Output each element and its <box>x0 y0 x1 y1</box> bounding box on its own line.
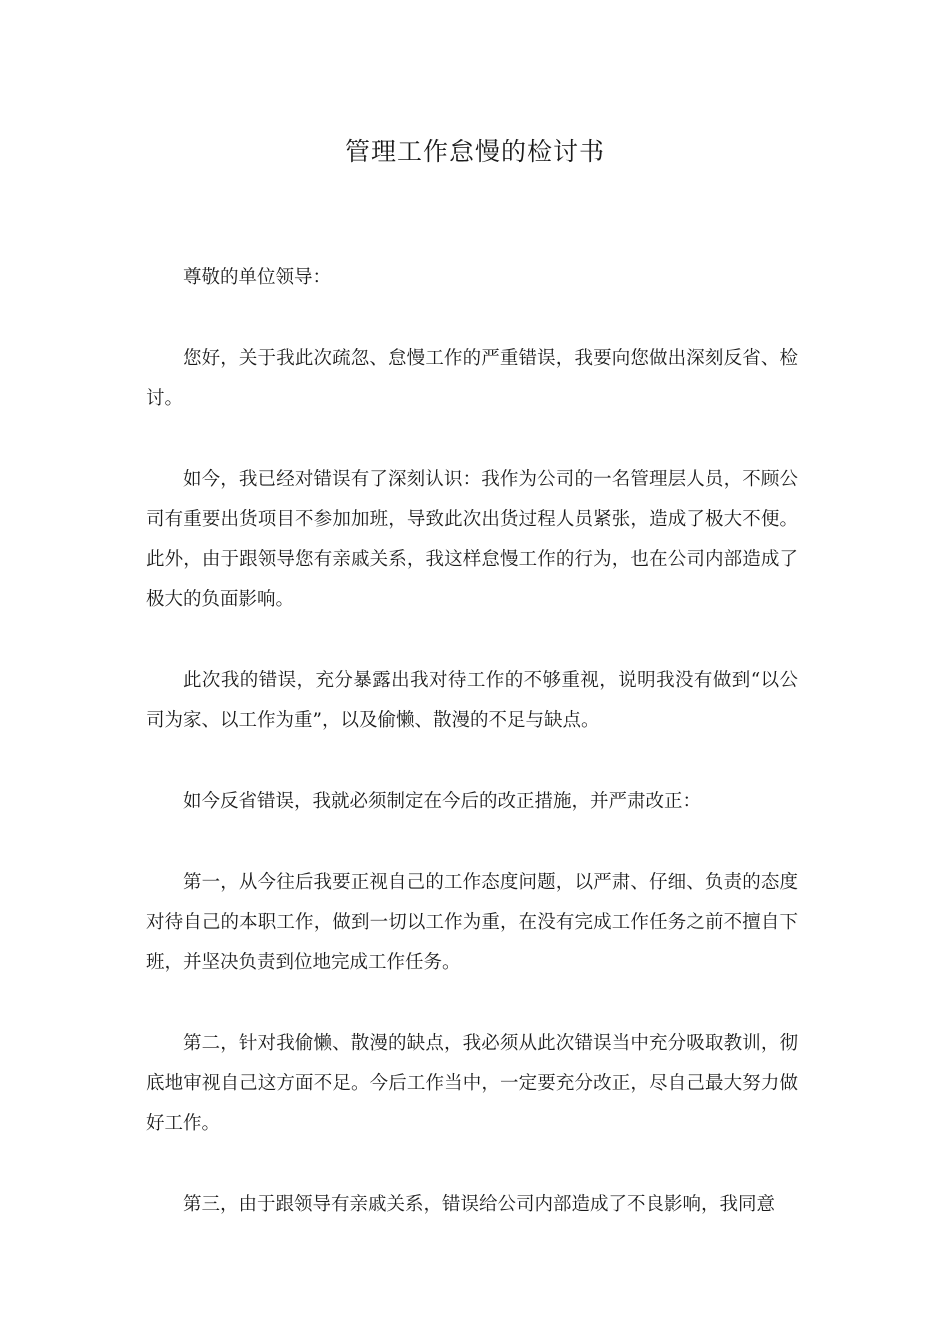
paragraph-greeting: 您好，关于我此次疏忽、怠慢工作的严重错误，我要向您做出深刻反省、检讨。 <box>146 348 798 409</box>
document-title: 管理工作怠慢的检讨书 <box>344 137 605 166</box>
document-body <box>146 258 798 1266</box>
paragraph-shortcomings: 此次我的错误，充分暴露出我对待工作的不够重视，说明我没有做到“以公司为家、以工作为重”，以及偷懒、散漫的不足与缺点。 <box>146 670 798 731</box>
paragraph-measure-third: 第三，由于跟领导有亲戚关系，错误给公司内部造成了不良影响，我同意 <box>183 1194 776 1215</box>
paragraph-measure-first: 第一，从今往后我要正视自己的工作态度问题，以严肃、仔细、负责的态度对待自己的本职工作，做到一切以工作为重，在没有完成工作任务之前不擅自下班，并坚决负责到位地完成工作任务。 <box>146 872 798 973</box>
paragraph-measures-intro: 如今反省错误，我就必须制定在今后的改正措施，并严肃改正： <box>183 791 702 812</box>
paragraph-recognition: 如今，我已经对错误有了深刻认识：我作为公司的一名管理层人员，不顾公司有重要出货项目不参加加班，导致此次出货过程人员紧张，造成了极大不便。此外，由于跟领导您有亲戚关系，我这样怠慢工作的行为，也在公司内部造成了极大的负面影响。 <box>146 469 798 610</box>
salutation: 尊敬的单位领导： <box>183 267 332 288</box>
paragraph-measure-second: 第二，针对我偷懒、散漫的缺点，我必须从此次错误当中充分吸取教训，彻底地审视自己这方面不足。今后工作当中，一定要充分改正，尽自己最大努力做好工作。 <box>146 1033 798 1134</box>
